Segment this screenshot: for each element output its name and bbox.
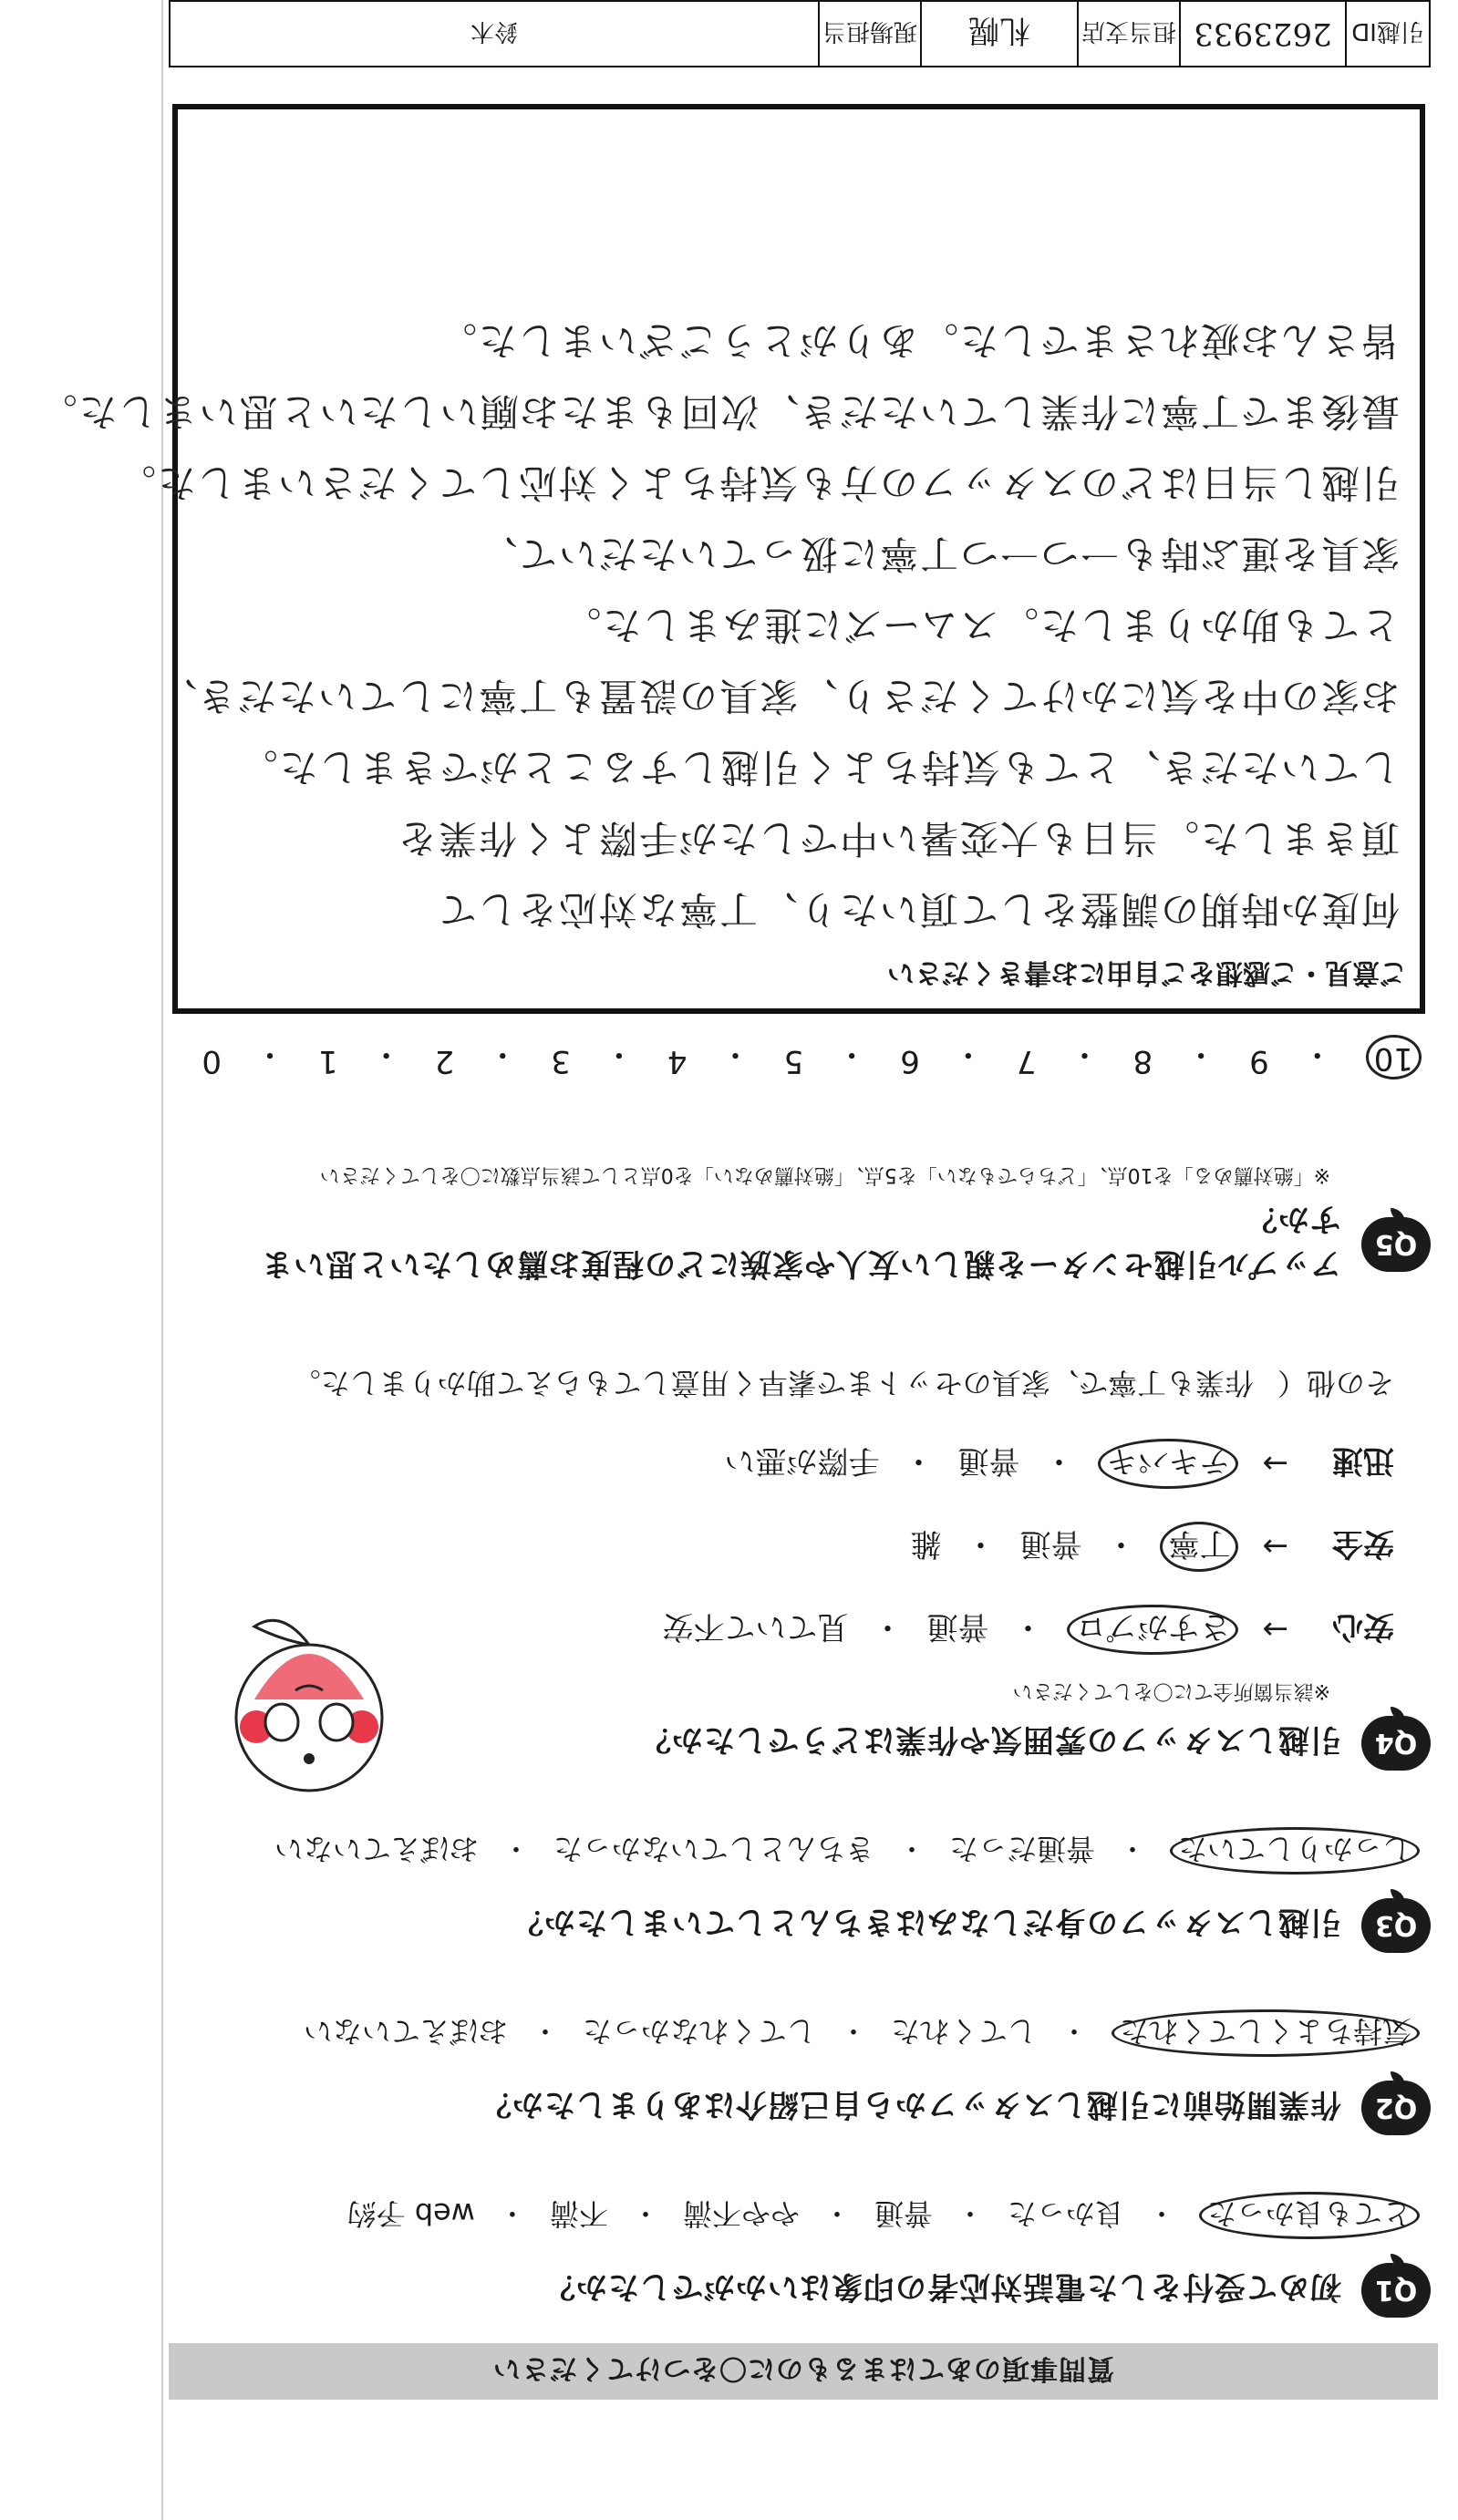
q4-option[interactable]: 見ていて不安 <box>662 1608 849 1645</box>
q4-row-anshin: 安心 → さすがプロ ・ 普通 ・ 見ていて不安 <box>154 1605 1394 1655</box>
q4-option[interactable]: 普通 <box>957 1442 1020 1479</box>
scale-value[interactable]: 10 <box>1366 1035 1422 1079</box>
leader-label: 現場担当 <box>818 2 920 66</box>
q4-option[interactable]: 手際が悪い <box>724 1442 880 1479</box>
q4-other-label: その他（ <box>1277 1366 1394 1400</box>
id-label: 引越ID <box>1345 2 1429 66</box>
comment-line: 頂きました。当日も大変暑い中でしたが手際よく作業を <box>396 816 1400 861</box>
q4-row-jinsoku: 迅速 → テキパキ ・ 普通 ・ 手際が悪い <box>154 1439 1394 1489</box>
comment-line: 引越し当日はどのスタッフの方も気持ちよく対応してくださいました。 <box>115 460 1400 505</box>
q2-option[interactable]: してくれなかった <box>582 2014 816 2049</box>
q3-option[interactable]: しっかりしていた <box>1170 1827 1420 1875</box>
q4-row-label: 安全 <box>1332 1525 1394 1562</box>
question-1 <box>154 2192 1431 2318</box>
q2-badge: Q2 <box>1361 2081 1431 2135</box>
q4-row-label: 迅速 <box>1332 1442 1394 1479</box>
q4-row-anzen: 安全 → 丁寧 ・ 普通 ・ 雑 <box>154 1522 1394 1572</box>
q1-option[interactable]: 普通 <box>874 2196 933 2231</box>
q4-other <box>154 1364 1394 1406</box>
arrow: → <box>1262 1611 1288 1648</box>
comment-heading: ご意見・ご感想をご自由にお書きください <box>887 956 1407 988</box>
comment-line: していただき、とても気持ちよく引越しすることができました。 <box>237 745 1400 790</box>
mascot-illustration <box>218 1590 400 1809</box>
instruction-band: 質問事項のあてはまるものに〇をつけてください <box>169 2343 1438 2400</box>
q3-option[interactable]: きちんとしていなかった <box>553 1832 874 1866</box>
q5-text: アップル引越センターを親しい友人や家族にどの程度お薦めしたいと思いますか？ <box>261 1201 1341 1282</box>
q5-badge: Q5 <box>1361 1217 1431 1272</box>
branch-label: 担当支店 <box>1077 2 1179 66</box>
info-table <box>169 0 1431 67</box>
q3-options: しっかりしていた ・ 普通だった ・ きちんとしていなかった ・ おぼえていない <box>154 1827 1420 1875</box>
question-5 <box>154 1162 1431 1289</box>
q4-note: ※該当箇所全てに〇をしてください <box>1012 1679 1330 1702</box>
scale-value[interactable]: 1 <box>317 1043 338 1079</box>
q4-other-text[interactable]: 作業も丁寧で、家具のセットまで素早く用意してもらえて助かりました。 <box>291 1366 1254 1400</box>
comment-line: 最後まで丁寧に作業していただき、次回もまたお願いしたいと思いました。 <box>36 389 1400 434</box>
scale-value[interactable]: 9 <box>1249 1043 1269 1079</box>
q3-badge: Q3 <box>1361 1898 1431 1953</box>
q2-text: 作業開始前に引越しスタッフから自己紹介はありましたか？ <box>480 2086 1341 2123</box>
question-3 <box>154 1827 1431 1953</box>
q2-option[interactable]: おぼえていない <box>303 2014 508 2049</box>
comment-line: 皆さんお疲れさまでした。ありがとうございました。 <box>436 318 1400 363</box>
q2-options: 気持ちよくしてくれた ・ してくれた ・ してくれなかった ・ おぼえていない <box>154 2009 1420 2057</box>
q3-text: 引越しスタッフの身だしなみはきちんとしていましたか？ <box>512 1904 1341 1941</box>
q4-text: 引越しスタッフの雰囲気や作業はどうでしたか？ <box>639 1721 1341 1759</box>
q4-row-label: 安心 <box>1332 1608 1394 1645</box>
q4-option[interactable]: 普通 <box>1019 1525 1082 1562</box>
q1-option[interactable]: 不満 <box>549 2196 608 2231</box>
arrow: → <box>1262 1528 1288 1565</box>
leader-signature: 鈴木 <box>470 17 519 46</box>
scale-value[interactable]: 2 <box>434 1043 455 1079</box>
comment-line: 家具を運ぶ時も一つ一つ丁寧に扱っていただいて、 <box>477 532 1400 576</box>
q4-option[interactable]: 雑 <box>910 1525 942 1562</box>
q1-option[interactable]: 良かった <box>1007 2196 1124 2231</box>
arrow: → <box>1262 1445 1288 1482</box>
scale-value[interactable]: 4 <box>667 1043 688 1079</box>
q1-option[interactable]: やや不満 <box>682 2196 800 2231</box>
q1-option[interactable]: web 予約 <box>346 2196 475 2231</box>
q1-options: とても良かった ・ 良かった ・ 普通 ・ やや不満 ・ 不満 ・ web 予約 <box>154 2192 1420 2239</box>
q4-option[interactable]: テキパキ <box>1099 1439 1239 1489</box>
scale-value[interactable]: 7 <box>1016 1043 1037 1079</box>
scale-value[interactable]: 8 <box>1132 1043 1153 1079</box>
question-2 <box>154 2009 1431 2135</box>
q2-option[interactable]: 気持ちよくしてくれた <box>1112 2009 1420 2057</box>
q4-badge: Q4 <box>1361 1716 1431 1771</box>
id-value: 2623933 <box>1179 2 1345 66</box>
scale-value[interactable]: 0 <box>202 1043 222 1079</box>
comment-line: お家の中を気にかけてくださり、家具の設置も丁寧にしていただき、 <box>157 674 1400 718</box>
q2-option[interactable]: してくれた <box>890 2014 1037 2049</box>
comment-line: 何度か時期の調整をして頂いたり、丁寧な対応をして <box>436 887 1400 932</box>
scale-value[interactable]: 5 <box>783 1043 804 1079</box>
q5-note: ※「絶対薦める」を10点、「どちらでもない」を5点、「絶対薦めない」を0点として該当点数に〇をしてください <box>319 1163 1330 1186</box>
q1-badge: Q1 <box>1361 2263 1431 2318</box>
comment-line: とても助かりました。スムーズに進みました。 <box>561 603 1400 647</box>
survey-card <box>36 0 1449 2520</box>
q3-option[interactable]: おぼえていない <box>274 1832 479 1866</box>
scale-value[interactable]: 6 <box>900 1043 920 1079</box>
scale-value[interactable]: 3 <box>551 1043 571 1079</box>
q5-scale: 10 ・ 9 ・ 8 ・ 7 ・ 6 ・ 5 ・ 4 ・ 3 ・ 2 ・ 1 ・ 0 <box>202 1035 1422 1079</box>
handwritten-comment <box>36 305 1400 945</box>
comment-box[interactable] <box>36 104 1425 1014</box>
q1-option[interactable]: とても良かった <box>1199 2192 1420 2239</box>
q4-option[interactable]: さすがプロ <box>1068 1605 1239 1655</box>
q1-text: 初めて受付をした電話対応者の印象はいかがでしたか？ <box>543 2268 1341 2306</box>
q4-option[interactable]: 丁寧 <box>1161 1522 1239 1572</box>
branch-value: 札幌 <box>920 2 1077 66</box>
q4-option[interactable]: 普通 <box>926 1608 989 1645</box>
q3-option[interactable]: 普通だった <box>948 1832 1095 1866</box>
